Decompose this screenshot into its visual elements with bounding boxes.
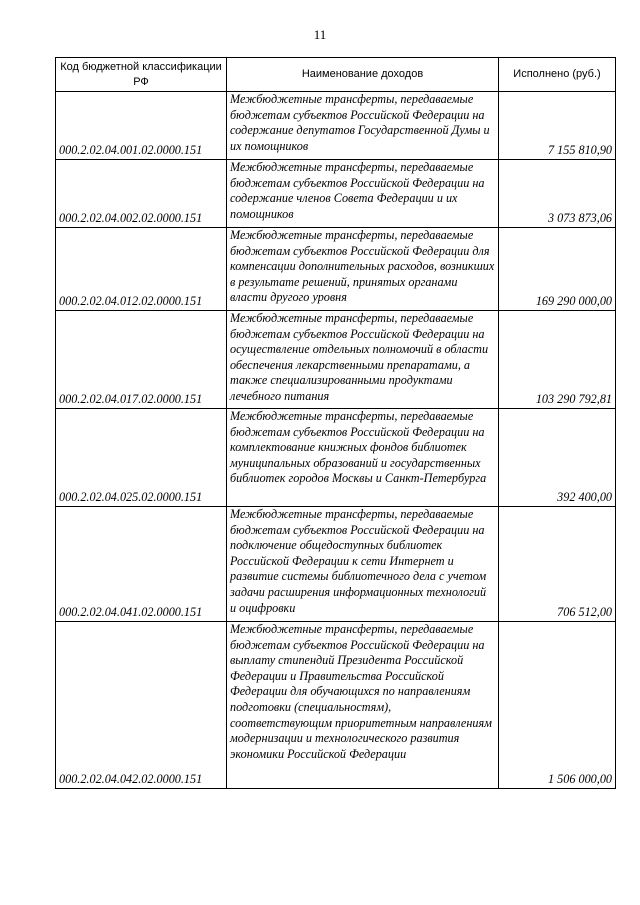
row-name: Межбюджетные трансферты, передаваемые бюджетам субъектов Российской Федерации для компенсации дополнительных расходов, возникших в результате решений, принятых органами власти другого уровня <box>227 228 499 311</box>
row-code: 000.2.02.04.017.02.0000.151 <box>56 311 227 409</box>
row-code: 000.2.02.04.042.02.0000.151 <box>56 622 227 789</box>
table-row <box>56 507 616 622</box>
table-body <box>56 92 616 789</box>
row-amount: 1 506 000,00 <box>499 622 616 789</box>
header-row <box>56 58 616 92</box>
row-amount: 3 073 873,06 <box>499 160 616 228</box>
revenue-table <box>55 57 616 789</box>
table-row <box>56 622 616 789</box>
row-code: 000.2.02.04.041.02.0000.151 <box>56 507 227 622</box>
table-row <box>56 92 616 160</box>
row-code: 000.2.02.04.012.02.0000.151 <box>56 228 227 311</box>
row-name: Межбюджетные трансферты, передаваемые бюджетам субъектов Российской Федерации на комплектование книжных фондов библиотек муниципальных образований и государственных библиотек городов Москвы и Санкт-Петербурга <box>227 409 499 507</box>
row-amount: 7 155 810,90 <box>499 92 616 160</box>
header-code: Код бюджетной классификации РФ <box>56 58 227 92</box>
row-name: Межбюджетные трансферты, передаваемые бюджетам субъектов Российской Федерации на содержание членов Совета Федерации и их помощников <box>227 160 499 228</box>
table-header <box>56 58 616 92</box>
table-row <box>56 160 616 228</box>
header-name: Наименование доходов <box>227 58 499 92</box>
row-name: Межбюджетные трансферты, передаваемые бюджетам субъектов Российской Федерации на выплату стипендий Президента Российской Федерации и Правительства Российской Федерации для обучающихся по направлениям подготовки (специальностям), соответствующим приоритетным направлениям модернизации и технологического развития экономики Российской Федерации <box>227 622 499 789</box>
table-row <box>56 311 616 409</box>
row-code: 000.2.02.04.001.02.0000.151 <box>56 92 227 160</box>
row-name: Межбюджетные трансферты, передаваемые бюджетам субъектов Российской Федерации на подключение общедоступных библиотек Российской Федерации к сети Интернет и развитие системы библиотечного дела с учетом задачи расширения информационных технологий и оцифровки <box>227 507 499 622</box>
row-amount: 103 290 792,81 <box>499 311 616 409</box>
row-amount: 169 290 000,00 <box>499 228 616 311</box>
row-amount: 392 400,00 <box>499 409 616 507</box>
row-code: 000.2.02.04.025.02.0000.151 <box>56 409 227 507</box>
header-amount: Исполнено (руб.) <box>499 58 616 92</box>
row-amount: 706 512,00 <box>499 507 616 622</box>
page-number: 11 <box>313 27 327 42</box>
row-code: 000.2.02.04.002.02.0000.151 <box>56 160 227 228</box>
table-row <box>56 409 616 507</box>
row-name: Межбюджетные трансферты, передаваемые бюджетам субъектов Российской Федерации на осуществление отдельных полномочий в области обеспечения лекарственными препаратами, а также специализированными продуктами лечебного питания <box>227 311 499 409</box>
row-name: Межбюджетные трансферты, передаваемые бюджетам субъектов Российской Федерации на содержание депутатов Государственной Думы и их помощников <box>227 92 499 160</box>
table-row <box>56 228 616 311</box>
